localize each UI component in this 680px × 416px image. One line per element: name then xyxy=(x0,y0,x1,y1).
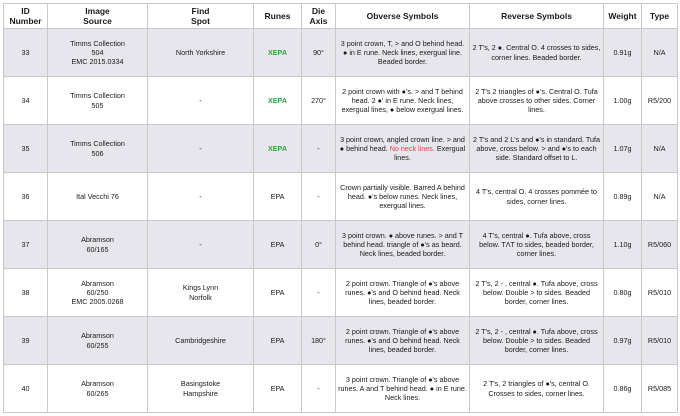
header-row xyxy=(4,4,678,29)
header-runes: Runes xyxy=(254,4,302,29)
table-row xyxy=(4,125,678,173)
weight-cell: 1.10g xyxy=(604,221,642,269)
die-axis-cell: - xyxy=(302,269,336,317)
runes-cell: XEPA xyxy=(254,77,302,125)
runes-cell: XEPA xyxy=(254,29,302,77)
find-spot-cell: Kings Lynn Norfolk xyxy=(148,269,254,317)
obverse-cell: 2 point crown. Triangle of ●'s above runes. ●'s and O behind head. Neck lines, beaded border. xyxy=(336,269,470,317)
die-axis-cell: - xyxy=(302,365,336,413)
image-source-cell: Abramson 60/165 xyxy=(48,221,148,269)
table-row xyxy=(4,269,678,317)
header-find-spot: Find Spot xyxy=(148,4,254,29)
type-cell: N/A xyxy=(642,29,678,77)
header-die-axis: Die Axis xyxy=(302,4,336,29)
type-cell: R5/200 xyxy=(642,77,678,125)
header-image-source: Image Source xyxy=(48,4,148,29)
type-cell: N/A xyxy=(642,125,678,173)
die-axis-cell: - xyxy=(302,125,336,173)
die-axis-cell: 270° xyxy=(302,77,336,125)
id-cell: 39 xyxy=(4,317,48,365)
weight-cell: 1.07g xyxy=(604,125,642,173)
image-source-cell: Timms Collection 504 EMC 2015.0334 xyxy=(48,29,148,77)
die-axis-cell: 0° xyxy=(302,221,336,269)
image-source-cell: Ital Vecchi 76 xyxy=(48,173,148,221)
weight-cell: 0.80g xyxy=(604,269,642,317)
find-spot-cell: Cambridgeshire xyxy=(148,317,254,365)
image-source-cell: Abramson 60/255 xyxy=(48,317,148,365)
type-cell: R5/060 xyxy=(642,221,678,269)
id-cell: 40 xyxy=(4,365,48,413)
obverse-cell: 3 point crown, angled crown line. > and ● behind head. No neck lines. Exergual lines. xyxy=(336,125,470,173)
find-spot-cell: - xyxy=(148,125,254,173)
reverse-cell: 2 T's, 2 triangles of ●'s, central O. Crosses to sides, corner lines. xyxy=(470,365,604,413)
reverse-cell: 4 T's, central O. 4 crosses pommée to sides, corner lines. xyxy=(470,173,604,221)
table-row xyxy=(4,173,678,221)
type-cell: N/A xyxy=(642,173,678,221)
die-axis-cell: 90° xyxy=(302,29,336,77)
table-row xyxy=(4,317,678,365)
reverse-cell: 2 T's 2 triangles of ●'s. Central O. Tufa above crosses to other sides. Corner lines. xyxy=(470,77,604,125)
id-cell: 37 xyxy=(4,221,48,269)
find-spot-cell: - xyxy=(148,221,254,269)
reverse-cell: 2 T's and 2 L's and ●'s in standard. Tufa above, cross below. > and ●'s to each side. Standard offset to L. xyxy=(470,125,604,173)
find-spot-cell: - xyxy=(148,173,254,221)
runes-cell: EPA xyxy=(254,221,302,269)
id-cell: 33 xyxy=(4,29,48,77)
find-spot-cell: Basingstoke Hampshire xyxy=(148,365,254,413)
weight-cell: 0.86g xyxy=(604,365,642,413)
id-cell: 34 xyxy=(4,77,48,125)
image-source-cell: Abramson 60/265 xyxy=(48,365,148,413)
header-type: Type xyxy=(642,4,678,29)
obverse-cell: 2 point crown with ●'s. > and T behind head. 2 ●' in E rune. Neck lines, exergual lines, ● below exergual lines. xyxy=(336,77,470,125)
reverse-cell: 2 T's, 2 ●. Central O. 4 crosses to sides, corner lines. Beaded border. xyxy=(470,29,604,77)
runes-cell: XEPA xyxy=(254,125,302,173)
id-cell: 35 xyxy=(4,125,48,173)
weight-cell: 1.00g xyxy=(604,77,642,125)
runes-cell: EPA xyxy=(254,269,302,317)
header-weight: Weight xyxy=(604,4,642,29)
die-axis-cell: - xyxy=(302,173,336,221)
runes-cell: EPA xyxy=(254,317,302,365)
image-source-cell: Timms Collection 506 xyxy=(48,125,148,173)
find-spot-cell: - xyxy=(148,77,254,125)
type-cell: R5/010 xyxy=(642,317,678,365)
header-obverse: Obverse Symbols xyxy=(336,4,470,29)
obverse-cell: 2 point crown. Triangle of ●'s above runes. ●'s and O behind head. Neck lines, beaded border. xyxy=(336,317,470,365)
obverse-cell: 3 point crown. Triangle of ●'s above runes. A and T behind head. ● in E rune. Neck lines. xyxy=(336,365,470,413)
find-spot-cell: North Yorkshire xyxy=(148,29,254,77)
id-cell: 36 xyxy=(4,173,48,221)
header-reverse: Reverse Symbols xyxy=(470,4,604,29)
obverse-cell: 3 point crown, T, > and O behind head. ● in E rune. Neck lines, exergual line. Beaded border. xyxy=(336,29,470,77)
reverse-cell: 2 T's, 2 - , central ●. Tufa above, cross below. Double > to sides. Beaded border, corner lines. xyxy=(470,269,604,317)
table-row xyxy=(4,29,678,77)
reverse-cell: 4 T's, central ●. Tufa above, cross below. TΛT to sides, beaded border, corner lines. xyxy=(470,221,604,269)
table-body xyxy=(4,29,678,413)
obverse-cell: Crown partially visible. Barred A behind head. ●'s below runes. Neck lines, exergual lines. xyxy=(336,173,470,221)
runes-cell: EPA xyxy=(254,365,302,413)
id-cell: 38 xyxy=(4,269,48,317)
obverse-cell: 3 point crown. ● above runes. > and T behind head. triangle of ●'s as beard. Neck lines, beaded border. xyxy=(336,221,470,269)
reverse-cell: 2 T's, 2 - , central ●. Tufa above, cross below. Double > to sides. Beaded border, corner lines. xyxy=(470,317,604,365)
header-id: ID Number xyxy=(4,4,48,29)
table-row xyxy=(4,221,678,269)
image-source-cell: Timms Collection 505 xyxy=(48,77,148,125)
weight-cell: 0.91g xyxy=(604,29,642,77)
image-source-cell: Abramson 60/250 EMC 2005.0268 xyxy=(48,269,148,317)
table-row xyxy=(4,365,678,413)
weight-cell: 0.89g xyxy=(604,173,642,221)
type-cell: R5/010 xyxy=(642,269,678,317)
runes-cell: EPA xyxy=(254,173,302,221)
coin-catalogue-table xyxy=(3,3,678,413)
weight-cell: 0.97g xyxy=(604,317,642,365)
type-cell: R5/085 xyxy=(642,365,678,413)
die-axis-cell: 180° xyxy=(302,317,336,365)
table-row xyxy=(4,77,678,125)
